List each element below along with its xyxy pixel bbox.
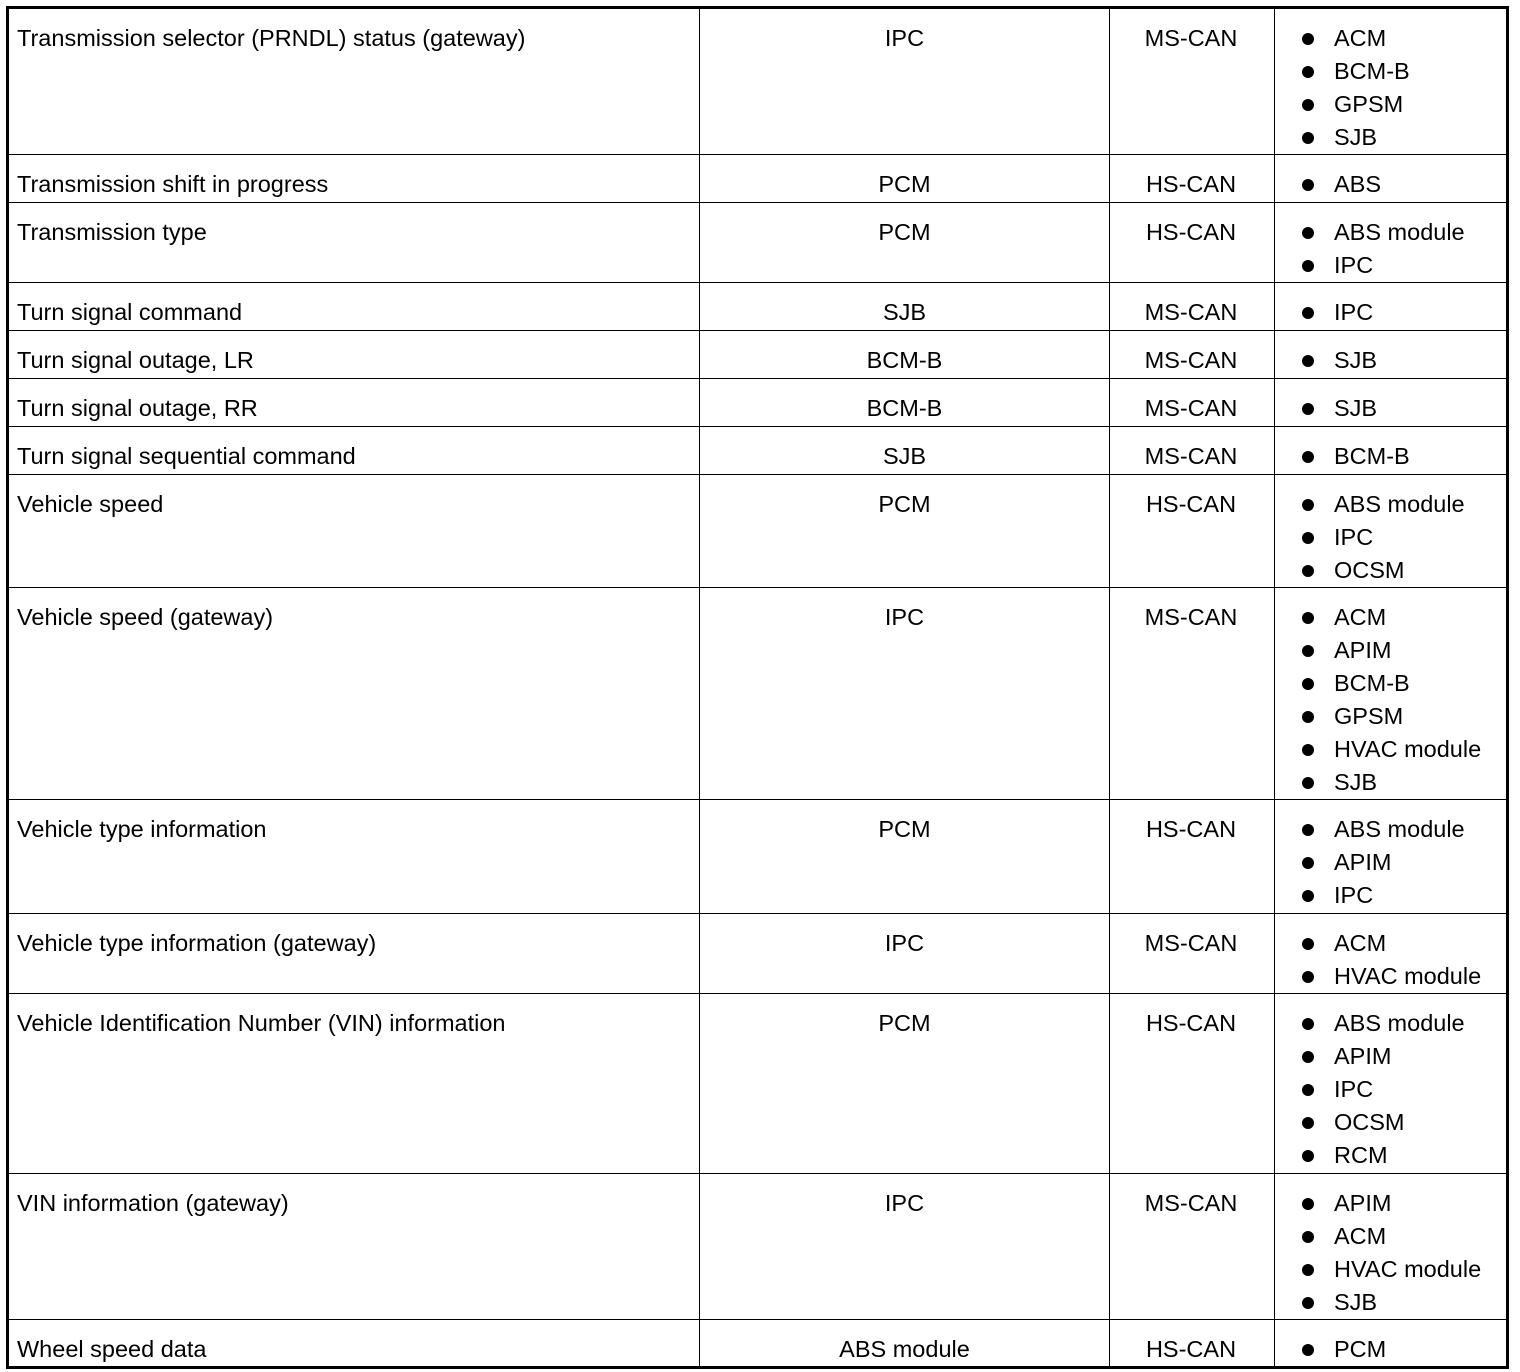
message-cell: Turn signal outage, LR [8, 331, 700, 379]
receiver-item: BCM-B [1302, 667, 1506, 700]
receivers-cell [1275, 994, 1508, 1174]
receivers-cell [1275, 914, 1508, 994]
receiver-item: SJB [1302, 344, 1506, 377]
receiver-item: APIM [1302, 1187, 1506, 1220]
receiver-item: APIM [1302, 1040, 1506, 1073]
receiver-item: GPSM [1302, 700, 1506, 733]
receivers-cell [1275, 283, 1508, 331]
table-row [8, 994, 1508, 1174]
originator-cell: SJB [700, 283, 1110, 331]
message-cell: Turn signal outage, RR [8, 379, 700, 427]
network-cell: MS-CAN [1110, 283, 1275, 331]
network-cell: MS-CAN [1110, 379, 1275, 427]
receiver-item: ABS module [1302, 488, 1506, 521]
network-cell: HS-CAN [1110, 203, 1275, 283]
message-cell: VIN information (gateway) [8, 1174, 700, 1320]
table-row [8, 1320, 1508, 1368]
receiver-list [1302, 344, 1506, 377]
receiver-list [1302, 1333, 1506, 1366]
receiver-list [1302, 296, 1506, 329]
receiver-list [1302, 22, 1506, 154]
receivers-cell [1275, 331, 1508, 379]
receiver-item: HVAC module [1302, 1253, 1506, 1286]
network-cell: MS-CAN [1110, 427, 1275, 475]
receiver-item: BCM-B [1302, 55, 1506, 88]
table-row [8, 8, 1508, 155]
receiver-item: SJB [1302, 392, 1506, 425]
originator-cell: IPC [700, 1174, 1110, 1320]
message-cell: Vehicle speed (gateway) [8, 588, 700, 800]
network-cell: HS-CAN [1110, 800, 1275, 914]
receiver-item: HVAC module [1302, 733, 1506, 766]
receiver-item: GPSM [1302, 88, 1506, 121]
originator-cell: IPC [700, 588, 1110, 800]
receiver-item: HVAC module [1302, 960, 1506, 993]
message-cell: Vehicle Identification Number (VIN) information [8, 994, 700, 1174]
table-row [8, 427, 1508, 475]
table-row [8, 379, 1508, 427]
receiver-item: BCM-B [1302, 440, 1506, 473]
message-cell: Vehicle type information (gateway) [8, 914, 700, 994]
message-cell: Turn signal command [8, 283, 700, 331]
receiver-item: APIM [1302, 846, 1506, 879]
network-cell: MS-CAN [1110, 8, 1275, 155]
receiver-item: APIM [1302, 634, 1506, 667]
receivers-cell [1275, 475, 1508, 588]
receiver-item: ACM [1302, 1220, 1506, 1253]
receiver-list [1302, 601, 1506, 799]
receiver-item: IPC [1302, 296, 1506, 329]
receiver-item: ACM [1302, 601, 1506, 634]
receivers-cell [1275, 203, 1508, 283]
table-row [8, 475, 1508, 588]
network-cell: MS-CAN [1110, 331, 1275, 379]
receiver-list [1302, 488, 1506, 587]
receiver-item: IPC [1302, 249, 1506, 282]
receiver-list [1302, 168, 1506, 201]
receiver-item: IPC [1302, 521, 1506, 554]
receiver-item: OCSM [1302, 554, 1506, 587]
originator-cell: PCM [700, 203, 1110, 283]
receivers-cell [1275, 427, 1508, 475]
receiver-item: SJB [1302, 766, 1506, 799]
receiver-list [1302, 1007, 1506, 1172]
receivers-cell [1275, 588, 1508, 800]
message-cell: Vehicle speed [8, 475, 700, 588]
receiver-item: RCM [1302, 1139, 1506, 1172]
network-cell: HS-CAN [1110, 155, 1275, 203]
originator-cell: PCM [700, 475, 1110, 588]
table-row [8, 914, 1508, 994]
receiver-item: IPC [1302, 879, 1506, 912]
receiver-list [1302, 1187, 1506, 1319]
table-row [8, 203, 1508, 283]
receiver-list [1302, 927, 1506, 993]
network-cell: MS-CAN [1110, 588, 1275, 800]
receiver-list [1302, 392, 1506, 425]
receiver-item: ABS [1302, 168, 1506, 201]
receiver-item: ABS module [1302, 216, 1506, 249]
originator-cell: IPC [700, 914, 1110, 994]
receivers-cell [1275, 8, 1508, 155]
network-cell: HS-CAN [1110, 1320, 1275, 1368]
receiver-item: SJB [1302, 121, 1506, 154]
originator-cell: PCM [700, 800, 1110, 914]
originator-cell: SJB [700, 427, 1110, 475]
receivers-cell [1275, 1174, 1508, 1320]
network-cell: HS-CAN [1110, 475, 1275, 588]
receiver-item: IPC [1302, 1073, 1506, 1106]
receivers-cell [1275, 379, 1508, 427]
receivers-cell [1275, 800, 1508, 914]
message-cell: Vehicle type information [8, 800, 700, 914]
message-cell: Wheel speed data [8, 1320, 700, 1368]
originator-cell: BCM-B [700, 331, 1110, 379]
receiver-list [1302, 813, 1506, 912]
table-row [8, 588, 1508, 800]
table-row [8, 800, 1508, 914]
originator-cell: ABS module [700, 1320, 1110, 1368]
originator-cell: BCM-B [700, 379, 1110, 427]
table-row [8, 155, 1508, 203]
table-body [8, 8, 1508, 1368]
table-row [8, 283, 1508, 331]
message-cell: Turn signal sequential command [8, 427, 700, 475]
receivers-cell [1275, 155, 1508, 203]
network-cell: MS-CAN [1110, 1174, 1275, 1320]
network-message-table [6, 6, 1509, 1369]
receiver-item: OCSM [1302, 1106, 1506, 1139]
receiver-item: ABS module [1302, 1007, 1506, 1040]
receiver-list [1302, 440, 1506, 473]
receiver-item: ACM [1302, 927, 1506, 960]
receiver-item: ABS module [1302, 813, 1506, 846]
receivers-cell [1275, 1320, 1508, 1368]
originator-cell: IPC [700, 8, 1110, 155]
receiver-item: PCM [1302, 1333, 1506, 1366]
network-cell: HS-CAN [1110, 994, 1275, 1174]
receiver-item: SJB [1302, 1286, 1506, 1319]
message-cell: Transmission selector (PRNDL) status (gateway) [8, 8, 700, 155]
originator-cell: PCM [700, 994, 1110, 1174]
table-row [8, 1174, 1508, 1320]
originator-cell: PCM [700, 155, 1110, 203]
network-cell: MS-CAN [1110, 914, 1275, 994]
table-row [8, 331, 1508, 379]
receiver-item: ACM [1302, 22, 1506, 55]
message-cell: Transmission type [8, 203, 700, 283]
message-cell: Transmission shift in progress [8, 155, 700, 203]
receiver-list [1302, 216, 1506, 282]
